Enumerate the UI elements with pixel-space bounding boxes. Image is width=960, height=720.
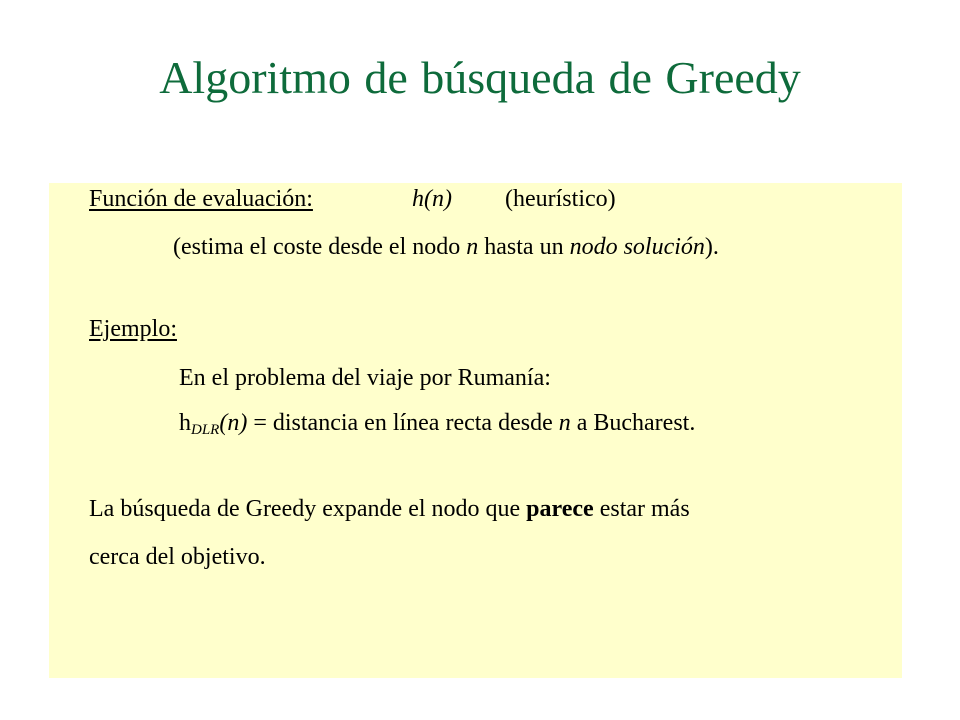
eval-function: h(n)	[412, 186, 452, 212]
example-problem: En el problema del viaje por Rumanía:	[179, 365, 551, 391]
hdlr-line	[179, 410, 696, 438]
page-title: Algoritmo de búsqueda de Greedy	[159, 52, 801, 103]
greedy-bold: parece	[526, 496, 594, 522]
estimate-line	[173, 235, 719, 259]
hdlr-h: h	[179, 410, 191, 436]
estimate-n: n	[466, 234, 479, 260]
eval-line	[89, 187, 313, 211]
greedy-line-2: cerca del objetivo.	[89, 544, 266, 570]
greedy-line-1	[89, 497, 690, 521]
hdlr-n: (n)	[219, 410, 248, 436]
example-label: Ejemplo:	[89, 316, 177, 342]
greedy-prefix: La búsqueda de Greedy expande el nodo que	[89, 496, 527, 522]
hdlr-subscript: DLR	[191, 422, 220, 438]
eval-heuristic: (heurístico)	[505, 186, 616, 212]
estimate-goal: nodo solución	[569, 234, 705, 260]
estimate-prefix: (estima el coste desde el nodo	[173, 234, 467, 260]
estimate-middle: hasta un	[478, 234, 570, 260]
hdlr-text-prefix: = distancia en línea recta desde	[247, 410, 559, 436]
eval-label: Función de evaluación:	[89, 186, 313, 212]
hdlr-n2: n	[558, 410, 571, 436]
hdlr-text-suffix: a Bucharest.	[570, 410, 696, 436]
estimate-suffix: ).	[704, 234, 719, 260]
greedy-suffix: estar más	[593, 496, 690, 522]
